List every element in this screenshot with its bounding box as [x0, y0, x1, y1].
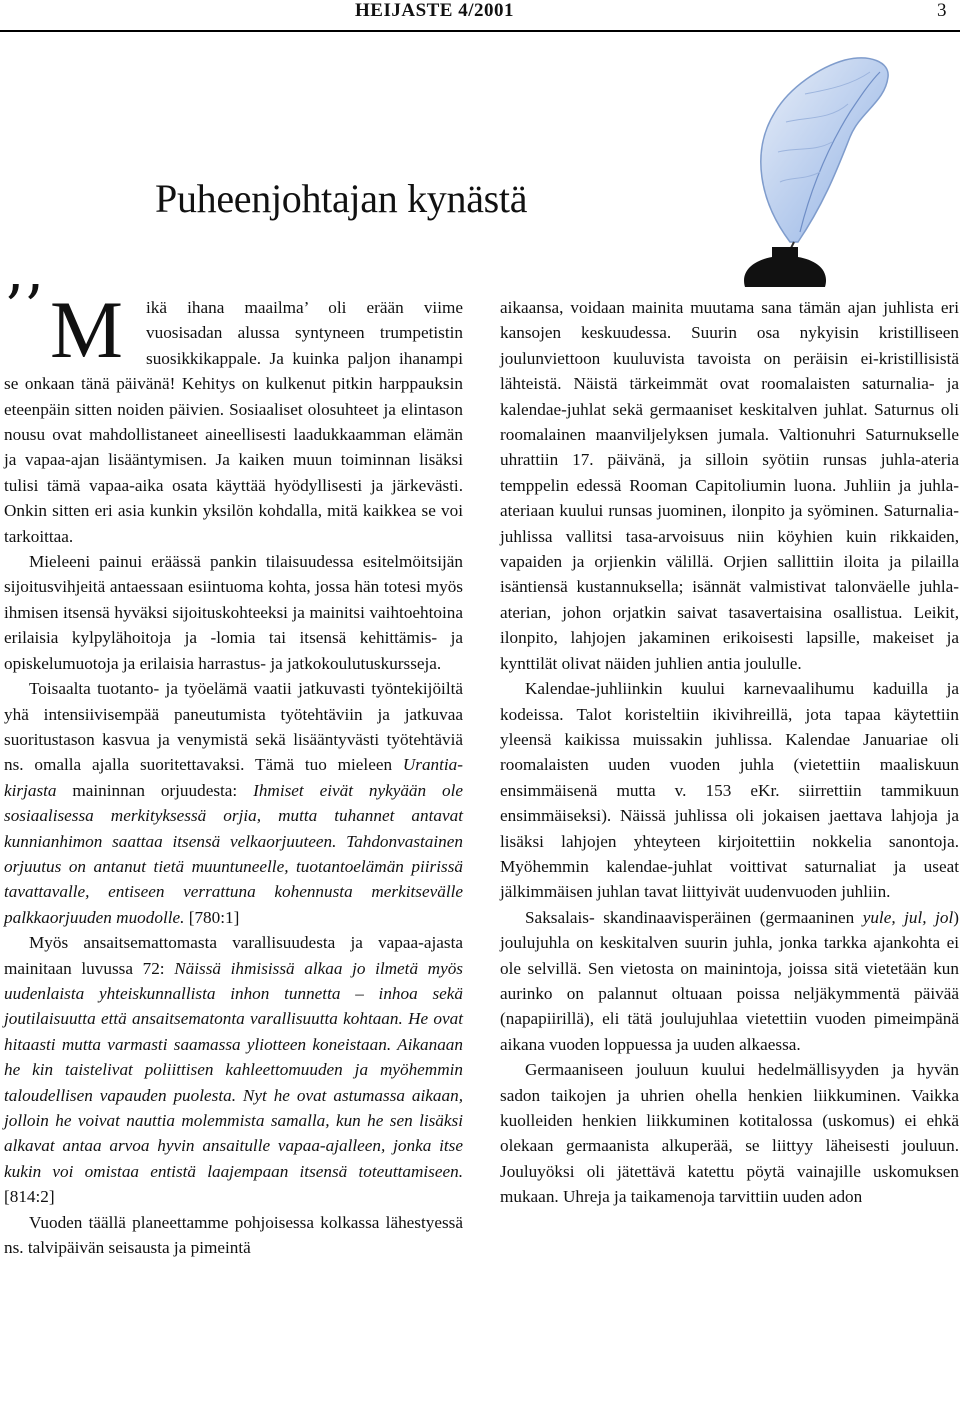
paragraph-text: maininnan orjuudesta:	[56, 780, 254, 800]
paragraph	[4, 271, 463, 549]
opening-quote-mark: ’’	[4, 271, 44, 344]
paragraph: Mieleeni painui eräässä pankin tilaisuudessa esitelmöitsijän sijoitusvihjeitä antaessaan esiintuoma kohta, jossa hän totesi myös ihmisen itsensä hyväksi sijoituskohteeksi ja mainitsi vaihtoehtoina erilaisia kylpylähoitoja ja -lomia tai itsensä kehittämis- ja opiskelumuotoja ja erilaisia harrastus- ja jatkokoulutuskursseja.	[4, 552, 463, 673]
paragraph-text: Saksalais- skandinaavisperäinen (germaaninen	[525, 907, 863, 927]
paragraph-text: Toisaalta tuotanto- ja työelämä vaatii jatkuvasti työntekijöiltä yhä intensiivisempää paneutumista työtehtäviin ja jatkuvaa suoritustason kasvua ja venymistä sekä lisääntyvästi työtehtäviä ns. omalla ajalla suoritettavaksi. Tämä tuo mieleen	[4, 679, 463, 775]
quill-pen-icon	[720, 42, 895, 287]
paragraph: Vuoden täällä planeettamme pohjoisessa kolkassa lähestyessä ns. talvipäivän seisausta ja pimeintä	[4, 1212, 463, 1258]
italic-terms: yule, jul, jol	[862, 907, 954, 927]
book-title: Urantia-kirjasta	[4, 755, 463, 800]
right-column	[500, 295, 959, 1210]
quotation: Ihmiset eivät nykyään ole sosiaalisessa merkityksessä orjia, mutta tuhannet antavat kunnianhimon saattaa itsensä velkaorjuuteen. Tahdonvastainen orjuutus on antanut tietä muuntuneelle, tuotantoelämän piirissä tavattavalle, entiseen verrattuna kohennusta merkitsevälle palkkaorjuuden muodolle.	[4, 780, 463, 927]
publication-title: HEIJASTE 4/2001	[355, 0, 515, 21]
paragraph	[500, 905, 959, 1057]
page-header	[0, 0, 960, 28]
article-title: Puheenjohtajan kynästä	[155, 175, 528, 221]
paragraph: aikaansa, voidaan mainita muutama sana tämän ajan juhlista eri kansojen keskuudessa. Suurin osa nykyisin kristilliseen joulunviettoon kuuluvista tavoista on peräisin ei-kristillisistä lähteistä. Näistä tärkeimmät ovat roomalaisten saturnalia- ja kalendae-juhlat sekä germaaniset keskitalven juhlat. Saturnus oli roomalainen maanviljelyksen jumala. Valtionuhri Saturnukselle uhrattiin 17. päivänä, ja silloin syötiin runsas juhla-ateria temppelin edessä Rooman Capitoliumin luona. Juhliin ja juhla-ateriaan kuului runsas juominen, ilonpito ja syöminen. Saturnalia-juhlissa vallitsi tasa-arvoisuus niin köyhien kuin rikkaiden, vapaiden ja orjienkin välillä. Orjien sallittiin iloita ja pilailla isäntiensä kustannuksella; isännät valmistivat talonväelle juhla-aterian, johon orjatkin saivat tasavertaisina osallistua. Leikit, ilonpito, lahjojen jakaminen erikoisesti lapsille, makeiset ja kynttilät olivat näiden juhlien antia joululle.	[500, 298, 959, 673]
citation: [814:2]	[4, 1187, 55, 1207]
paragraph	[4, 676, 463, 930]
paragraph	[4, 930, 463, 1209]
paragraph-text: ) joulujuhla on keskitalven suurin juhla, jonka tarkka ajankohta ei ole selvillä. Sen vietosta on mainintoja, joissa sitä vietetään kun aurinko on palannut oltuaan poissa neljäkymmentä päivää (napapiirillä), eli tätä joulujuhlaa vietettiin vuoden pimeimpänä aikana vuoden loppuessa ja uuden alkaessa.	[500, 907, 959, 1054]
header-rule	[0, 30, 960, 32]
drop-cap: M	[50, 284, 123, 375]
drop-cap-block	[4, 271, 144, 375]
paragraph-text: ikä ihana maailma’ oli erään viime vuosisadan alussa syntyneen trumpetistin suosikkikappale. Ja kuinka paljon ihanampi se onkaan tänä päivänä! Kehitys on kulkenut pitkin harppauksin eteenpäin sitten noiden päivien. Sosiaaliset olosuhteet ja elintason nousu ovat mahdollistaneet aineellisesti laadukkaamman elämän ja vapaa-ajan lisääntymisen. Ja kaiken muun toiminnan lisäksi tulisi tämä vapaa-aika osata käyttää hyödyllisesti ja järkevästi. Onkin sitten eri asia kunkin yksilön kohdalla, mitä kaikkea se voi tarkoittaa.	[4, 298, 463, 546]
page-number: 3	[937, 0, 947, 21]
quotation: Näissä ihmisissä alkaa jo ilmetä myös uudenlaista yhteiskunnallista inhon tunnetta – inhoa sekä joutilaisuutta että ansaitsematonta varallisuutta kohtaan. He ovat hitaasti mutta varmasti saamassa yliotteen koneistaan. Aikanaan he kin taistelivat poliittisen kahleettomuuden ja myöhemmin taloudellisen vapauden puolesta. Nyt he ovat astumassa aikaan, jolloin he voivat nauttia molemmista samalla, kun he sen lisäksi alkavat antaa arvoa hyvin ansaitulle vapaa-ajalleen, jonka itse kukin voi omistaa entistä laajempaan itsensä toteuttamiseen.	[4, 958, 464, 1181]
citation: [780:1]	[184, 907, 240, 927]
left-column	[4, 271, 464, 1260]
paragraph: Germaaniseen jouluun kuului hedelmällisyyden ja hyvän sadon taikojen ja uhrien ohella henkien liikkuminen. Vaikka kuolleiden henkien liikkuminen kotitalossa (uskomus) ei ehkä olekaan germaanista alkuperää, se liittyy läheisesti jouluun. Jouluyöksi oli jätettävä katettu pöytä vainajille uskomuksen mukaan. Uhreja ja taikamenoja tarvittiin uuden adon	[500, 1060, 959, 1207]
paragraph: Kalendae-juhliinkin kuului karnevaalihumu kaduilla ja kodeissa. Talot koristeltiin ikivihreillä, jota tapaa käytettiin yleensä kaikissa muissakin juhlissa. Kalendae Januariae oli roomalaisten uuden vuoden juhla (vietettiin maaliskuun ensimmäisenä mutta v. 153 eKr. siirrettiin tammikuun ensimmäiseksi). Näissä juhlissa oli jokaisen jaettava lahjoja ja lisäksi lahjojen yhteyteen kirjoitettiin nokkelia sanontoja. Myöhemmin kalendae-juhlat voittivat saturnaliat ja useat jälkimmäisen juhlan tavat liittyivät uudenvuoden juhliin.	[500, 679, 959, 902]
paragraph-text: Myös ansaitsemattomasta varallisuudesta ja vapaa-ajasta mainitaan luvussa 72:	[4, 933, 463, 978]
